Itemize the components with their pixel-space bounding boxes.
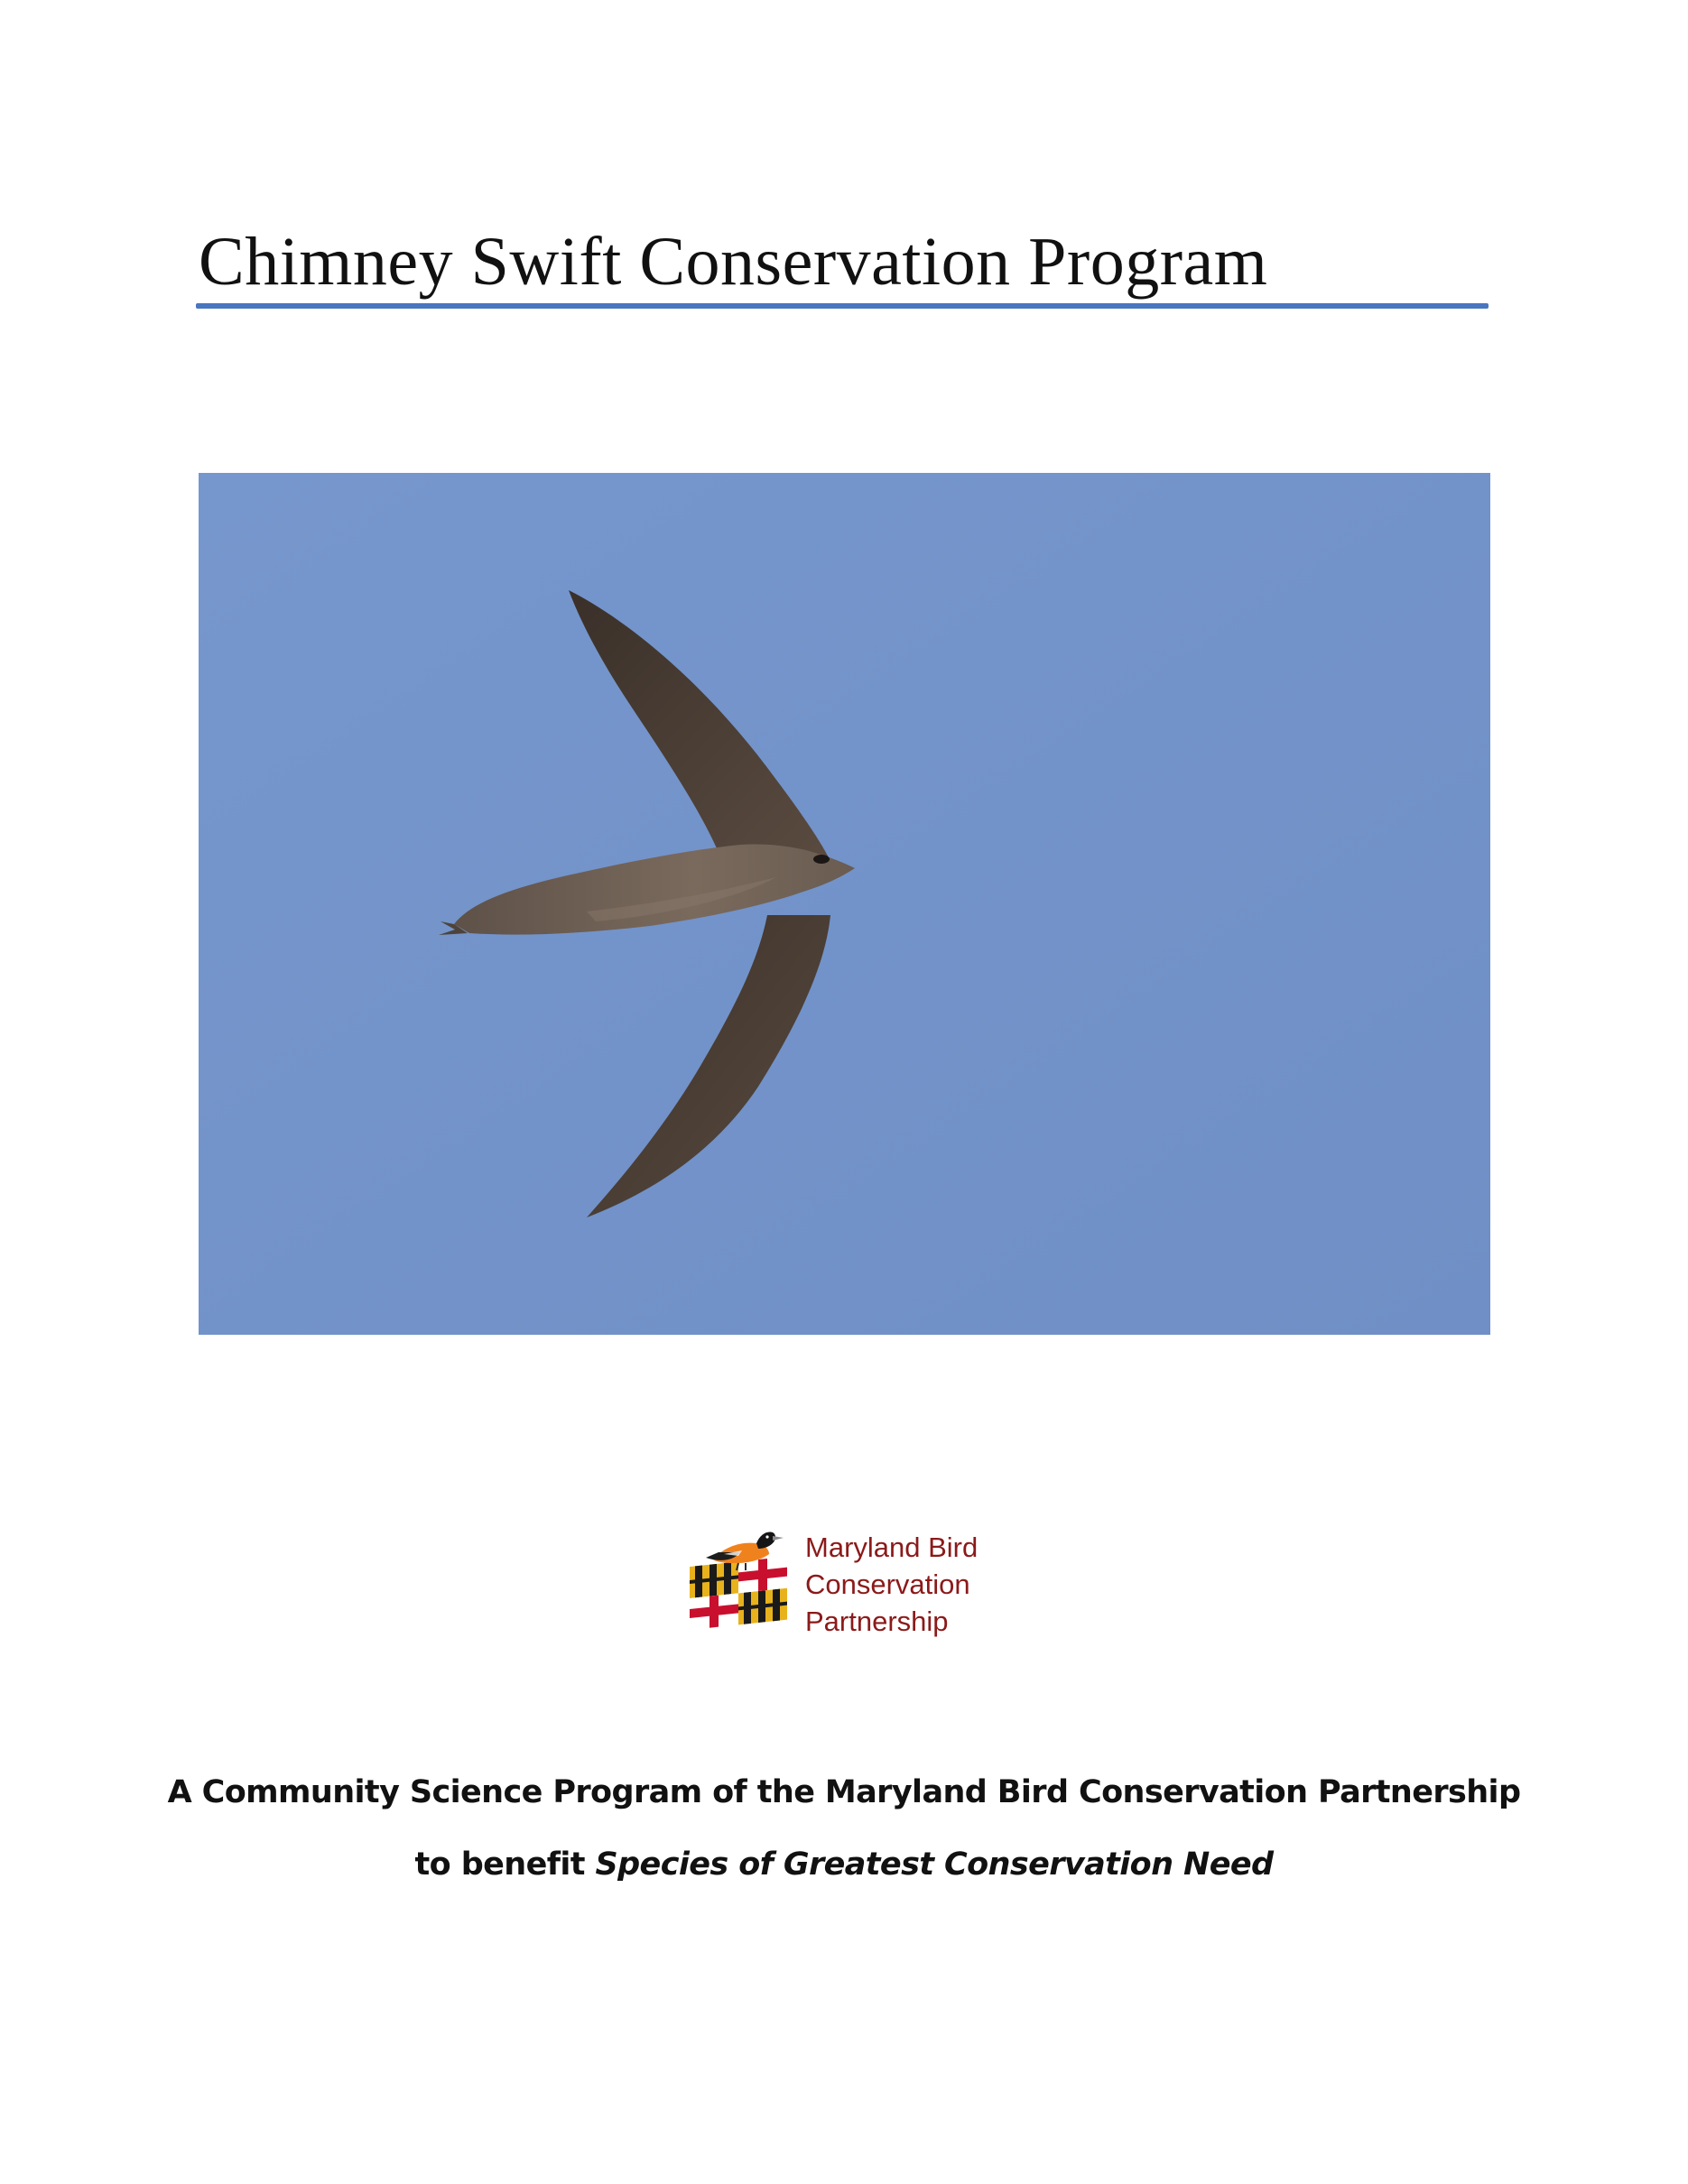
tagline-line-2 [0,1842,1688,1887]
chimney-swift-photo [199,473,1490,1335]
logo-line-2: Conservation [805,1569,970,1600]
page-title: Chimney Swift Conservation Program [199,224,1268,300]
tagline-line-1: A Community Science Program of the Maryland Bird Conservation Partnership [167,1774,1521,1810]
cover-photo [199,473,1490,1335]
logo-wordmark [805,1529,978,1640]
tagline-prefix: to benefit [414,1846,596,1883]
title-divider [196,303,1489,309]
mbcp-logo [686,1516,1029,1643]
oriole-on-maryland-flag-logo [686,1516,803,1643]
logo-line-1: Maryland Bird [805,1532,978,1563]
tagline-emphasis: Species of Greatest Conservation Need [595,1846,1274,1883]
logo-line-3: Partnership [805,1606,949,1637]
